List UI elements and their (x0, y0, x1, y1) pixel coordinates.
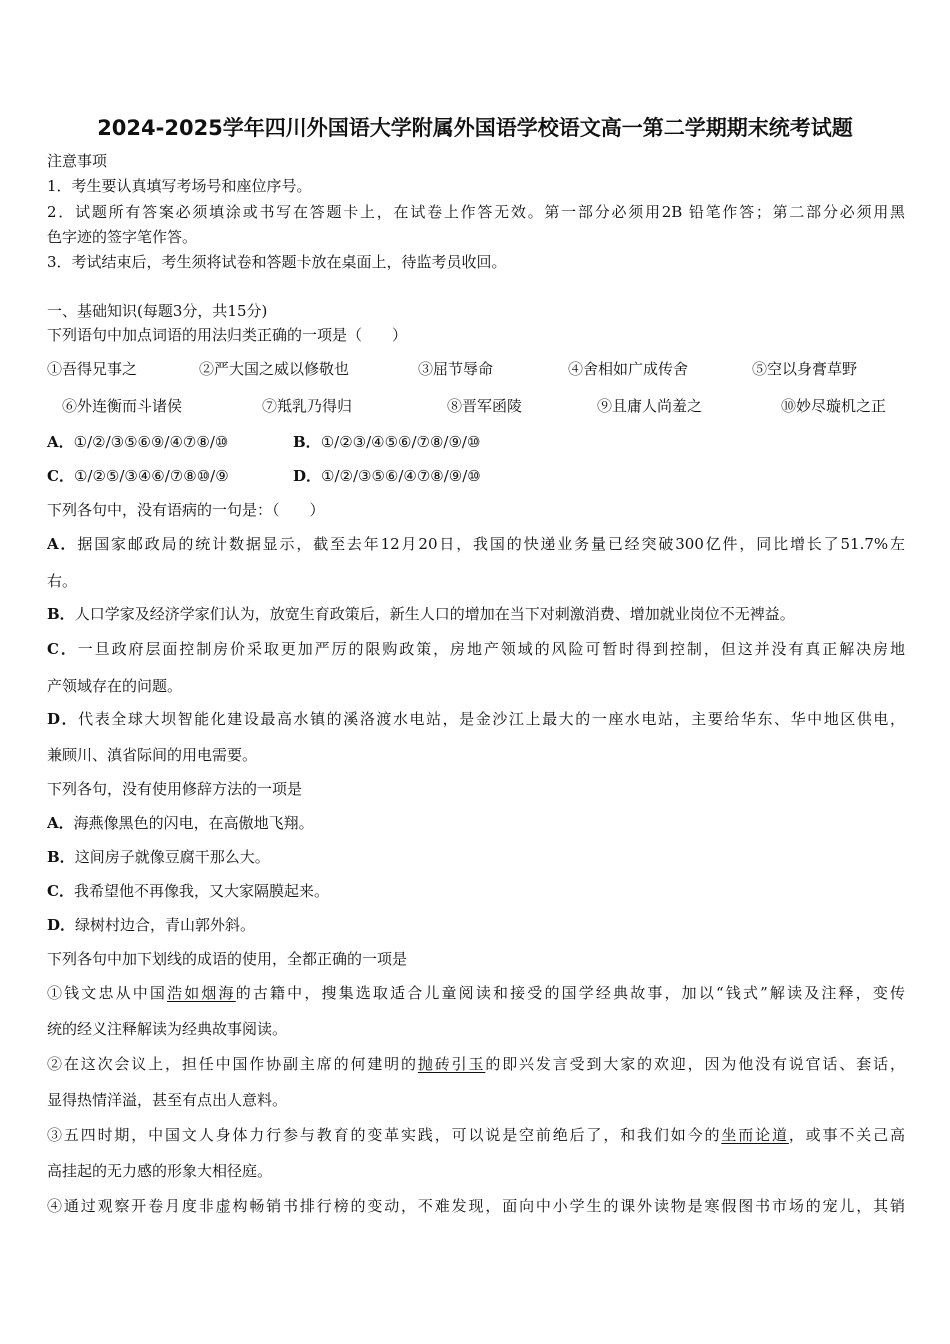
notice-item-2-cont: 色字迹的签字笔作答。 (47, 228, 198, 246)
choice-label: C． (47, 640, 78, 658)
text: ③五四时期，中国文人身体力行参与教育的变革实践，可以说是空前绝后了，和我们如今的 (47, 1126, 722, 1144)
q3-choice-d (47, 915, 905, 935)
q2-choice-b (47, 604, 905, 624)
q4-sentence-2-cont: 显得热情洋溢，甚至有点出人意料。 (47, 1091, 288, 1109)
q2-choice-d-cont: 兼顾川、滇省际间的用电需要。 (47, 746, 258, 764)
q4-sentence-1-cont: 统的经义注释解读为经典故事阅读。 (47, 1020, 288, 1038)
choice-label: A． (47, 814, 74, 832)
text: 的即兴发言受到大家的欢迎，因为他没有说官话、套话， (485, 1055, 905, 1073)
choice-label: C． (47, 467, 74, 485)
choice-label: C． (47, 882, 74, 900)
choice-label: D． (47, 710, 79, 728)
q1-item-3: ③屈节辱命 (418, 360, 494, 378)
q1-item-8: ⑧晋军函陵 (447, 397, 523, 415)
text: ①钱文忠从中国 (47, 984, 168, 1002)
q1-item-9: ⑨且庸人尚羞之 (597, 397, 703, 415)
q3-stem: 下列各句，没有使用修辞方法的一项是 (47, 780, 303, 798)
q1-stem: 下列语句中加点词语的用法归类正确的一项是（ ） (47, 326, 408, 344)
choice-text: 代表全球大坝智能化建设最高水镇的溪洛渡水电站，是金沙江上最大的一座水电站，主要给华东、华中地区供电， (78, 710, 905, 728)
choice-label: D． (47, 916, 76, 934)
q4-sentence-3 (47, 1125, 905, 1145)
choice-text: 一旦政府层面控制房价采取更加严厉的限购政策，房地产领域的风险可暂时得到控制，但这并没有真正解决房地 (77, 640, 905, 658)
notice-item-3: 3．考试结束后，考生须将试卷和答题卡放在桌面上，待监考员收回。 (47, 253, 507, 271)
q1-item-4: ④舍相如广成传舍 (568, 360, 689, 378)
notice-item-2: 2．试题所有答案必须填涂或书写在答题卡上，在试卷上作答无效。第一部分必须用2B 铅笔作答；第二部分必须用黑 (47, 203, 905, 221)
notice-heading: 注意事项 (47, 152, 108, 170)
choice-label: A． (47, 433, 74, 451)
q4-sentence-2 (47, 1054, 905, 1074)
choice-label: B． (293, 433, 321, 451)
q4-sentence-4: ④通过观察开卷月度非虚构畅销书排行榜的变动，不难发现，面向中小学生的课外读物是寒假图书市场的宠儿，其销 (47, 1197, 905, 1215)
choice-text: 这间房子就像豆腐干那么大。 (74, 848, 270, 866)
q1-choice-a (47, 432, 228, 452)
q1-item-1: ①吾得兄事之 (47, 360, 138, 378)
q3-choice-c (47, 881, 905, 901)
q3-choice-b (47, 847, 905, 867)
q2-choice-c (47, 639, 905, 659)
q2-choice-a (47, 534, 905, 554)
q2-choice-c-cont: 产领域存在的问题。 (47, 677, 183, 695)
choice-text: 人口学家及经济学家们认为，放宽生育政策后，新生人口的增加在当下对刺激消费、增加就业岗位不无裨益。 (74, 605, 795, 623)
choice-label: A． (47, 535, 78, 553)
underlined-idiom: 坐而论道 (721, 1126, 789, 1144)
choice-text: ①/②/③⑤⑥/④⑦⑧/⑨/⑩ (321, 467, 481, 485)
q2-choice-a-cont: 右。 (47, 572, 78, 590)
exam-title: 2024-2025学年四川外国语大学附属外国语学校语文高一第二学期期末统考试题 (97, 116, 853, 140)
choice-label: B． (47, 605, 75, 623)
q1-item-2: ②严大国之威以修敬也 (199, 360, 350, 378)
choice-text: ①/②/③⑤⑥⑨/④⑦⑧/⑩ (73, 433, 229, 451)
q1-choice-c (47, 466, 229, 486)
q1-item-5: ⑤空以身膏草野 (752, 360, 858, 378)
choice-label: B． (47, 848, 75, 866)
underlined-idiom: 浩如烟海 (167, 984, 236, 1002)
q3-choice-a (47, 813, 905, 833)
q4-sentence-1 (47, 983, 905, 1003)
q4-sentence-3-cont: 高挂起的无力感的形象大相径庭。 (47, 1162, 273, 1180)
choice-text: 据国家邮政局的统计数据显示，截至去年12月20日，我国的快递业务量已经突破300亿件，同比增长了51.7%左 (77, 535, 905, 553)
q2-choice-d (47, 709, 905, 729)
choice-text: 海燕像黑色的闪电，在高傲地飞翔。 (73, 814, 314, 832)
choice-label: D． (293, 467, 322, 485)
q1-item-10: ⑩妙尽璇机之正 (781, 397, 887, 415)
q1-choice-b (293, 432, 480, 452)
q2-stem: 下列各句中，没有语病的一句是：（ ） (47, 501, 325, 519)
choice-text: ①/②⑤/③④⑥/⑦⑧⑩/⑨ (73, 467, 229, 485)
q1-choice-d (293, 466, 481, 486)
section-heading: 一、基础知识(每题3分，共15分) (47, 302, 268, 320)
q1-item-7: ⑦羝乳乃得归 (262, 397, 353, 415)
text: 的古籍中，搜集选取适合儿童阅读和接受的国学经典故事，加以“钱式”解读及注释，变传 (235, 984, 905, 1002)
q4-stem: 下列各句中加下划线的成语的使用，全都正确的一项是 (47, 950, 408, 968)
choice-text: 绿树村边合，青山郭外斜。 (75, 916, 256, 934)
text: ②在这次会议上，担任中国作协副主席的何建明的 (47, 1055, 418, 1073)
choice-text: 我希望他不再像我，又大家隔膜起来。 (73, 882, 329, 900)
text: ，或事不关己高 (788, 1126, 905, 1144)
underlined-idiom: 抛砖引玉 (417, 1055, 486, 1073)
q1-item-6: ⑥外连衡而斗诸侯 (62, 397, 183, 415)
notice-item-1: 1．考生要认真填写考场号和座位序号。 (47, 177, 312, 195)
choice-text: ①/②③/④⑤⑥/⑦⑧/⑨/⑩ (320, 433, 481, 451)
